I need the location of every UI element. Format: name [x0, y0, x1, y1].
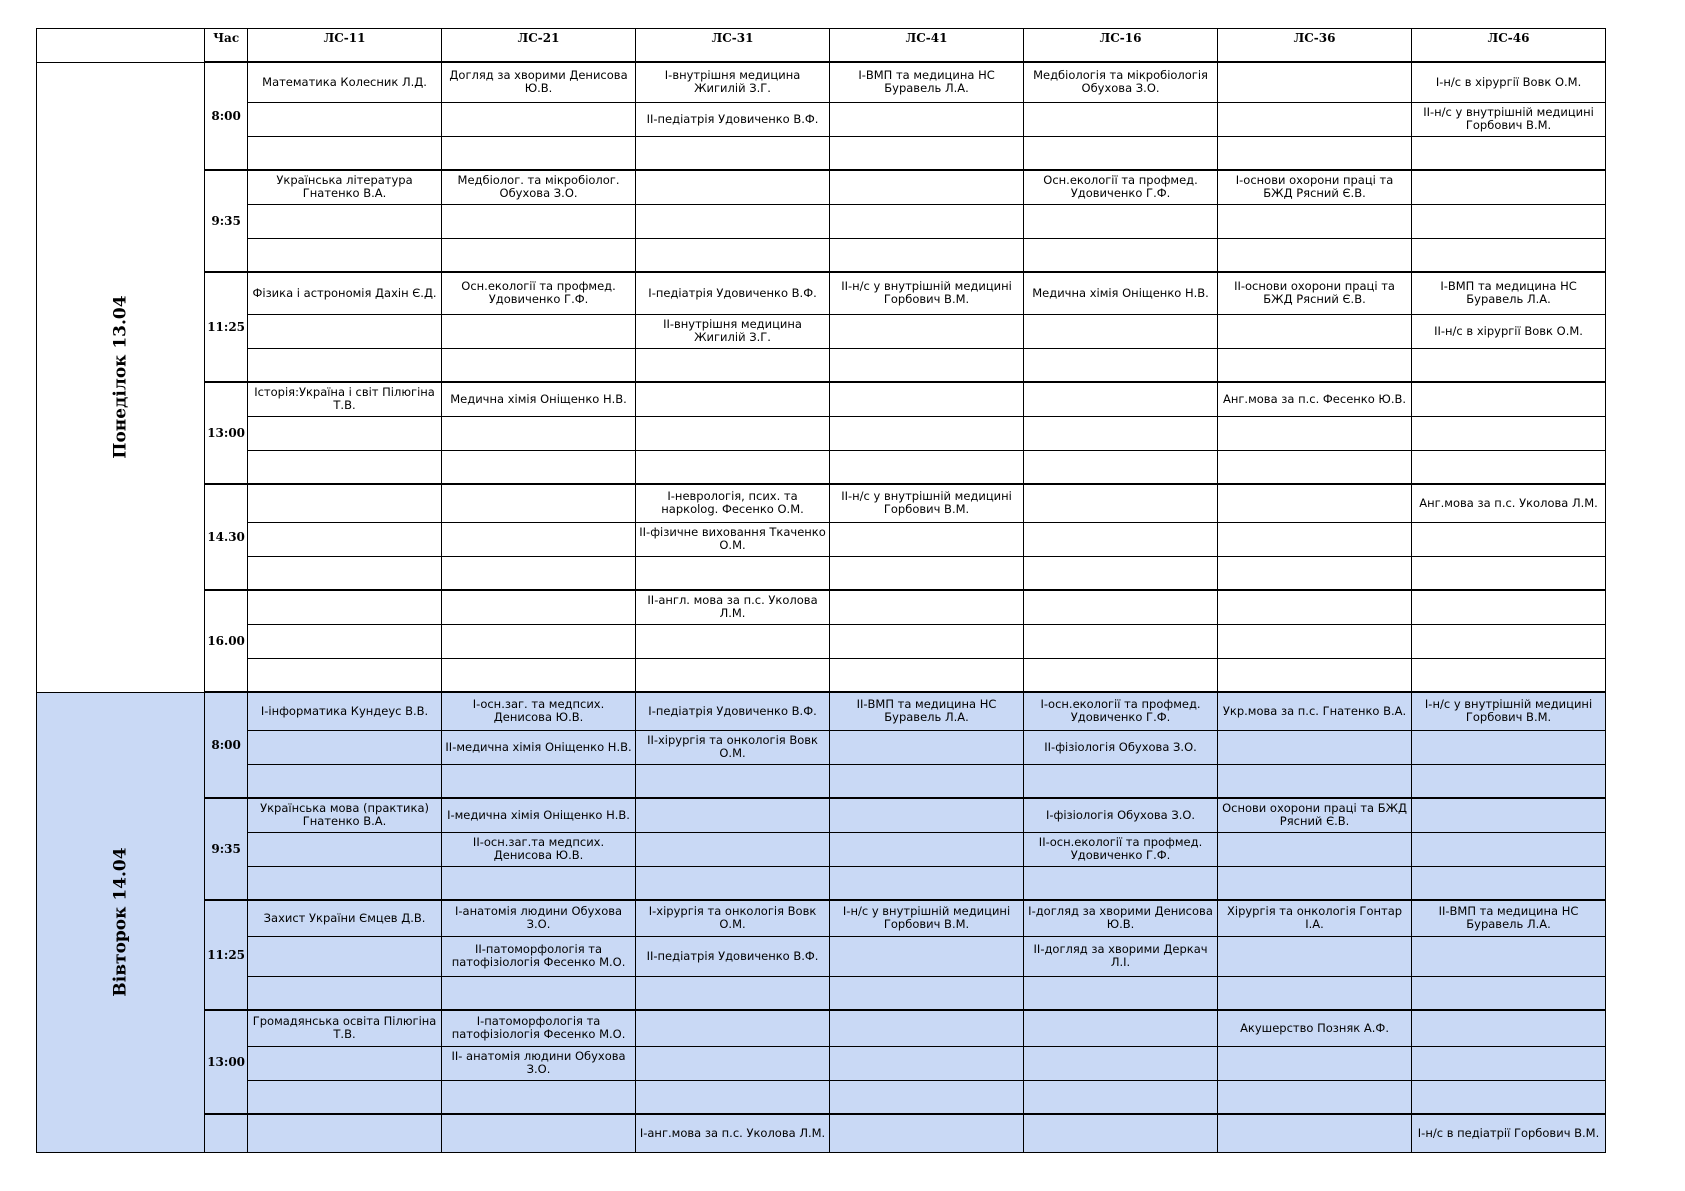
schedule-row: [37, 658, 1606, 692]
lesson-cell: [1412, 136, 1606, 170]
lesson-cell: [830, 798, 1024, 832]
schedule-row: [37, 832, 1606, 866]
lesson-cell: II-н/с у внутрішній медицині Горбович В.М.: [1412, 102, 1606, 136]
lesson-cell: [636, 1046, 830, 1080]
lesson-cell: [636, 136, 830, 170]
lesson-cell: [1412, 976, 1606, 1010]
lesson-cell: I-інформатика Кундеус В.В.: [248, 692, 442, 730]
time-slot-label: 8:00: [205, 62, 248, 170]
lesson-cell: [1218, 866, 1412, 900]
lesson-cell: [442, 136, 636, 170]
schedule-row: [37, 692, 1606, 730]
schedule-row: [37, 314, 1606, 348]
schedule-row: [37, 1114, 1606, 1152]
lesson-cell: [830, 416, 1024, 450]
lesson-cell: [830, 832, 1024, 866]
lesson-cell: Громадянська освіта Пілюгіна Т.В.: [248, 1010, 442, 1046]
lesson-cell: II-англ. мова за п.с. Уколова Л.М.: [636, 590, 830, 624]
day-label-cell: [37, 692, 205, 1152]
lesson-cell: [636, 416, 830, 450]
group-header-ls36: ЛС-36: [1218, 29, 1412, 63]
lesson-cell: [1024, 590, 1218, 624]
lesson-cell: [248, 730, 442, 764]
lesson-cell: [636, 976, 830, 1010]
lesson-cell: [636, 832, 830, 866]
lesson-cell: [830, 170, 1024, 204]
lesson-cell: [636, 450, 830, 484]
lesson-cell: [1412, 1010, 1606, 1046]
time-slot-label: 11:25: [205, 900, 248, 1010]
lesson-cell: [1412, 624, 1606, 658]
lesson-cell: [830, 450, 1024, 484]
lesson-cell: I-догляд за хворими Денисова Ю.В.: [1024, 900, 1218, 936]
lesson-cell: II-медична хімія Оніщенко Н.В.: [442, 730, 636, 764]
time-slot-label: 11:25: [205, 272, 248, 382]
lesson-cell: [1024, 624, 1218, 658]
lesson-cell: [1218, 204, 1412, 238]
lesson-cell: [830, 730, 1024, 764]
schedule-row: [37, 136, 1606, 170]
lesson-cell: II- анатомія людини Обухова З.О.: [442, 1046, 636, 1080]
lesson-cell: II-педіатрія Удовиченко В.Ф.: [636, 102, 830, 136]
lesson-cell: II-ВМП та медицина НС Буравель Л.А.: [1412, 900, 1606, 936]
lesson-cell: I-патоморфологія та патофізіологія Фесенко М.О.: [442, 1010, 636, 1046]
lesson-cell: [636, 1010, 830, 1046]
time-slot-label: 9:35: [205, 170, 248, 272]
lesson-cell: [636, 170, 830, 204]
schedule-row: [37, 484, 1606, 522]
lesson-cell: [1218, 522, 1412, 556]
lesson-cell: [830, 556, 1024, 590]
lesson-cell: [830, 976, 1024, 1010]
schedule-row: [37, 204, 1606, 238]
lesson-cell: [830, 590, 1024, 624]
lesson-cell: [636, 204, 830, 238]
lesson-cell: [1412, 1080, 1606, 1114]
lesson-cell: [1024, 314, 1218, 348]
lesson-cell: [1218, 764, 1412, 798]
lesson-cell: Фізика і астрономія Дахін Є.Д.: [248, 272, 442, 314]
lesson-cell: [636, 348, 830, 382]
lesson-cell: [248, 1080, 442, 1114]
lesson-cell: [1412, 730, 1606, 764]
lesson-cell: [1412, 522, 1606, 556]
time-slot-label: [205, 1114, 248, 1152]
lesson-cell: [442, 522, 636, 556]
lesson-cell: [1218, 484, 1412, 522]
lesson-cell: II-педіатрія Удовиченко В.Ф.: [636, 936, 830, 976]
lesson-cell: [248, 866, 442, 900]
lesson-cell: I-анатомія людини Обухова З.О.: [442, 900, 636, 936]
schedule-row: [37, 590, 1606, 624]
day-label-cell: [37, 62, 205, 692]
lesson-cell: [636, 382, 830, 416]
corner-cell: [37, 29, 205, 63]
lesson-cell: [1412, 450, 1606, 484]
lesson-cell: Анг.мова за п.с. Уколова Л.М.: [1412, 484, 1606, 522]
lesson-cell: [1024, 1114, 1218, 1152]
lesson-cell: II-ВМП та медицина НС Буравель Л.А.: [830, 692, 1024, 730]
lesson-cell: [1218, 62, 1412, 102]
lesson-cell: II-осн.екології та профмед. Удовиченко Г.Ф.: [1024, 832, 1218, 866]
lesson-cell: I-н/с в хірургії Вовк О.М.: [1412, 62, 1606, 102]
lesson-cell: [248, 204, 442, 238]
lesson-cell: I-педіатрія Удовиченко В.Ф.: [636, 692, 830, 730]
lesson-cell: [830, 764, 1024, 798]
lesson-cell: Українська література Гнатенко В.А.: [248, 170, 442, 204]
lesson-cell: [248, 590, 442, 624]
schedule-row: [37, 348, 1606, 382]
lesson-cell: [830, 382, 1024, 416]
lesson-cell: [1412, 936, 1606, 976]
schedule-row: [37, 416, 1606, 450]
lesson-cell: [248, 624, 442, 658]
lesson-cell: [1412, 590, 1606, 624]
schedule-row: [37, 170, 1606, 204]
lesson-cell: [248, 764, 442, 798]
group-header-ls31: ЛС-31: [636, 29, 830, 63]
schedule-row: [37, 382, 1606, 416]
lesson-cell: Математика Колесник Л.Д.: [248, 62, 442, 102]
lesson-cell: II-н/с в хірургії Вовк О.М.: [1412, 314, 1606, 348]
lesson-cell: [442, 1114, 636, 1152]
lesson-cell: II-фізіологія Обухова З.О.: [1024, 730, 1218, 764]
lesson-cell: II-внутрішня медицина Жигилій З.Г.: [636, 314, 830, 348]
lesson-cell: [636, 238, 830, 272]
schedule-row: [37, 102, 1606, 136]
lesson-cell: [248, 658, 442, 692]
lesson-cell: [830, 136, 1024, 170]
lesson-cell: [1218, 102, 1412, 136]
lesson-cell: [248, 522, 442, 556]
lesson-cell: [636, 798, 830, 832]
lesson-cell: I-неврологія, псих. та наркolog. Фесенко О.М.: [636, 484, 830, 522]
lesson-cell: [248, 416, 442, 450]
lesson-cell: [442, 866, 636, 900]
lesson-cell: [1412, 238, 1606, 272]
group-header-ls21: ЛС-21: [442, 29, 636, 63]
lesson-cell: Осн.екології та профмед. Удовиченко Г.Ф.: [1024, 170, 1218, 204]
schedule-row: [37, 556, 1606, 590]
lesson-cell: [1218, 832, 1412, 866]
lesson-cell: II-н/с у внутрішній медицині Горбович В.М.: [830, 272, 1024, 314]
hour-column-header: Час: [205, 29, 248, 63]
lesson-cell: II-н/с у внутрішній медицині Горбович В.М.: [830, 484, 1024, 522]
lesson-cell: [248, 238, 442, 272]
lesson-cell: [1218, 314, 1412, 348]
lesson-cell: Захист України Ємцев Д.В.: [248, 900, 442, 936]
lesson-cell: [442, 590, 636, 624]
lesson-cell: [1024, 976, 1218, 1010]
lesson-cell: II-осн.заг.та медпсих. Денисова Ю.В.: [442, 832, 636, 866]
schedule-row: [37, 624, 1606, 658]
lesson-cell: I-ВМП та медицина НС Буравель Л.А.: [1412, 272, 1606, 314]
schedule-row: [37, 900, 1606, 936]
lesson-cell: [248, 314, 442, 348]
lesson-cell: [1218, 936, 1412, 976]
lesson-cell: [830, 238, 1024, 272]
lesson-cell: [1218, 658, 1412, 692]
lesson-cell: [1024, 416, 1218, 450]
lesson-cell: I-педіатрія Удовиченко В.Ф.: [636, 272, 830, 314]
lesson-cell: [1218, 238, 1412, 272]
lesson-cell: [248, 348, 442, 382]
lesson-cell: I-н/с у внутрішній медицині Горбович В.М.: [1412, 692, 1606, 730]
lesson-cell: I-хірургія та онкологія Вовк О.М.: [636, 900, 830, 936]
lesson-cell: [248, 556, 442, 590]
lesson-cell: Хірургія та онкологія Гонтар І.А.: [1218, 900, 1412, 936]
lesson-cell: [442, 484, 636, 522]
lesson-cell: [830, 348, 1024, 382]
lesson-cell: [1218, 1114, 1412, 1152]
lesson-cell: [830, 1010, 1024, 1046]
lesson-cell: [442, 764, 636, 798]
lesson-cell: Медична хімія Оніщенко Н.В.: [442, 382, 636, 416]
lesson-cell: I-основи охорони праці та БЖД Рясний Є.В.: [1218, 170, 1412, 204]
lesson-cell: [830, 866, 1024, 900]
lesson-cell: Акушерство Позняк А.Ф.: [1218, 1010, 1412, 1046]
lesson-cell: [1218, 976, 1412, 1010]
lesson-cell: II-хірургія та онкологія Вовк О.М.: [636, 730, 830, 764]
lesson-cell: [1024, 556, 1218, 590]
lesson-cell: Основи охорони праці та БЖД Рясний Є.В.: [1218, 798, 1412, 832]
lesson-cell: II-фізичне виховання Ткаченко О.М.: [636, 522, 830, 556]
schedule-row: [37, 798, 1606, 832]
time-slot-label: 8:00: [205, 692, 248, 798]
lesson-cell: Анг.мова за п.с. Фесенко Ю.В.: [1218, 382, 1412, 416]
lesson-cell: I-анг.мова за п.с. Уколова Л.М.: [636, 1114, 830, 1152]
schedule-sheet: [36, 28, 1606, 1153]
lesson-cell: [1412, 204, 1606, 238]
lesson-cell: [830, 102, 1024, 136]
lesson-cell: [636, 764, 830, 798]
lesson-cell: [442, 1080, 636, 1114]
schedule-row: [37, 522, 1606, 556]
lesson-cell: [442, 556, 636, 590]
lesson-cell: [1412, 658, 1606, 692]
lesson-cell: I-ВМП та медицина НС Буравель Л.А.: [830, 62, 1024, 102]
lesson-cell: [248, 832, 442, 866]
schedule-row: [37, 238, 1606, 272]
group-header-ls11: ЛС-11: [248, 29, 442, 63]
time-slot-label: 14.30: [205, 484, 248, 590]
lesson-cell: [1218, 416, 1412, 450]
lesson-cell: [636, 624, 830, 658]
lesson-cell: [830, 314, 1024, 348]
lesson-cell: [1412, 416, 1606, 450]
lesson-cell: [248, 136, 442, 170]
lesson-cell: [442, 238, 636, 272]
lesson-cell: [442, 314, 636, 348]
lesson-cell: [830, 624, 1024, 658]
lesson-cell: [1412, 348, 1606, 382]
lesson-cell: [1024, 658, 1218, 692]
schedule-row: [37, 1010, 1606, 1046]
lesson-cell: I-осн.екології та профмед. Удовиченко Г.Ф.: [1024, 692, 1218, 730]
lesson-cell: [636, 866, 830, 900]
lesson-cell: [248, 484, 442, 522]
group-header-ls46: ЛС-46: [1412, 29, 1606, 63]
lesson-cell: [1024, 382, 1218, 416]
lesson-cell: I-внутрішня медицина Жигилій З.Г.: [636, 62, 830, 102]
lesson-cell: [830, 1046, 1024, 1080]
lesson-cell: [442, 450, 636, 484]
lesson-cell: Укр.мова за п.с. Гнатенко В.А.: [1218, 692, 1412, 730]
lesson-cell: [442, 624, 636, 658]
lesson-cell: I-медична хімія Оніщенко Н.В.: [442, 798, 636, 832]
lesson-cell: [636, 658, 830, 692]
lesson-cell: [1024, 764, 1218, 798]
lesson-cell: II-основи охорони праці та БЖД Рясний Є.В.: [1218, 272, 1412, 314]
lesson-cell: [830, 522, 1024, 556]
schedule-row: [37, 976, 1606, 1010]
lesson-cell: [830, 204, 1024, 238]
lesson-cell: [1412, 832, 1606, 866]
group-header-ls41: ЛС-41: [830, 29, 1024, 63]
lesson-cell: [1218, 624, 1412, 658]
time-slot-label: 13:00: [205, 1010, 248, 1114]
schedule-row: [37, 730, 1606, 764]
lesson-cell: [1218, 450, 1412, 484]
day-label: Понеділок 13.04: [110, 295, 131, 459]
lesson-cell: [1412, 866, 1606, 900]
lesson-cell: [1024, 348, 1218, 382]
day-block: [37, 62, 1606, 692]
lesson-cell: I-н/с в педіатрії Горбович В.М.: [1412, 1114, 1606, 1152]
lesson-cell: Догляд за хворими Денисова Ю.В.: [442, 62, 636, 102]
day-block: [37, 692, 1606, 1152]
lesson-cell: [1024, 204, 1218, 238]
lesson-cell: [248, 102, 442, 136]
schedule-row: [37, 1080, 1606, 1114]
lesson-cell: [1024, 136, 1218, 170]
lesson-cell: I-осн.заг. та медпсих. Денисова Ю.В.: [442, 692, 636, 730]
lesson-cell: [1218, 136, 1412, 170]
time-slot-label: 16.00: [205, 590, 248, 692]
time-slot-label: 13:00: [205, 382, 248, 484]
lesson-cell: [442, 658, 636, 692]
lesson-cell: II-догляд за хворими Деркач Л.І.: [1024, 936, 1218, 976]
lesson-cell: [1218, 590, 1412, 624]
lesson-cell: Українська мова (практика) Гнатенко В.А.: [248, 798, 442, 832]
lesson-cell: [636, 1080, 830, 1114]
schedule-row: [37, 62, 1606, 102]
lesson-cell: [1024, 522, 1218, 556]
lesson-cell: [1218, 556, 1412, 590]
header-row: [37, 29, 1606, 63]
lesson-cell: [1024, 1010, 1218, 1046]
lesson-cell: II-патоморфологія та патофізіологія Фесенко М.О.: [442, 936, 636, 976]
lesson-cell: [830, 1114, 1024, 1152]
lesson-cell: [248, 976, 442, 1010]
lesson-cell: [1024, 450, 1218, 484]
schedule-row: [37, 450, 1606, 484]
lesson-cell: [442, 348, 636, 382]
lesson-cell: [1024, 238, 1218, 272]
lesson-cell: [1218, 730, 1412, 764]
group-header-ls16: ЛС-16: [1024, 29, 1218, 63]
lesson-cell: [248, 936, 442, 976]
lesson-cell: [248, 450, 442, 484]
lesson-cell: [1218, 348, 1412, 382]
lesson-cell: I-фізіологія Обухова З.О.: [1024, 798, 1218, 832]
lesson-cell: [442, 976, 636, 1010]
lesson-cell: [1024, 1080, 1218, 1114]
lesson-cell: [248, 1114, 442, 1152]
schedule-row: [37, 272, 1606, 314]
schedule-row: [37, 1046, 1606, 1080]
lesson-cell: [830, 1080, 1024, 1114]
lesson-cell: [1218, 1046, 1412, 1080]
schedule-row: [37, 866, 1606, 900]
day-label: Вівторок 14.04: [110, 847, 131, 997]
lesson-cell: [1412, 170, 1606, 204]
schedule-row: [37, 764, 1606, 798]
lesson-cell: [1412, 798, 1606, 832]
schedule-table: [36, 28, 1606, 1153]
lesson-cell: Медична хімія Оніщенко Н.В.: [1024, 272, 1218, 314]
lesson-cell: [636, 556, 830, 590]
time-slot-label: 9:35: [205, 798, 248, 900]
lesson-cell: Осн.екології та профмед. Удовиченко Г.Ф.: [442, 272, 636, 314]
lesson-cell: [1024, 102, 1218, 136]
lesson-cell: [1412, 1046, 1606, 1080]
lesson-cell: Медбіологія та мікробіологія Обухова З.О.: [1024, 62, 1218, 102]
lesson-cell: [1218, 1080, 1412, 1114]
lesson-cell: [830, 658, 1024, 692]
lesson-cell: [830, 936, 1024, 976]
lesson-cell: Медбіолог. та мікробіолог. Обухова З.О.: [442, 170, 636, 204]
lesson-cell: [442, 416, 636, 450]
lesson-cell: I-н/с у внутрішній медицині Горбович В.М.: [830, 900, 1024, 936]
schedule-row: [37, 936, 1606, 976]
lesson-cell: [1412, 382, 1606, 416]
lesson-cell: [1024, 1046, 1218, 1080]
lesson-cell: [248, 1046, 442, 1080]
lesson-cell: Історія:Україна і світ Пілюгіна Т.В.: [248, 382, 442, 416]
lesson-cell: [442, 204, 636, 238]
lesson-cell: [1024, 866, 1218, 900]
lesson-cell: [442, 102, 636, 136]
lesson-cell: [1412, 764, 1606, 798]
lesson-cell: [1412, 556, 1606, 590]
lesson-cell: [1024, 484, 1218, 522]
